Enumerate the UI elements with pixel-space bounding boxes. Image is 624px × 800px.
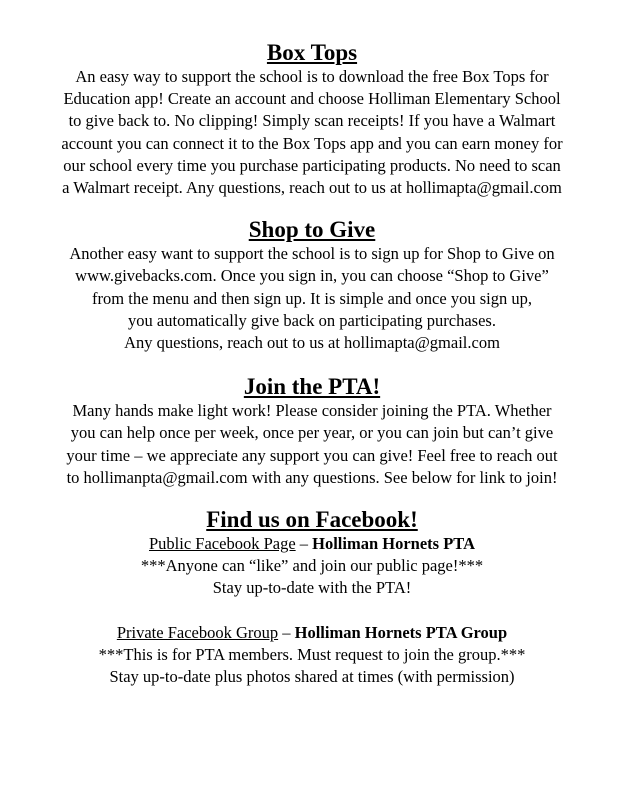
public-page-note: ***Anyone can “like” and join our public page!*** — [140, 556, 484, 576]
join-pta-section — [0, 374, 624, 489]
facebook-heading: Find us on Facebook! — [206, 507, 418, 533]
join-pta-line: you can help once per week, once per year, or you can join but can’t give — [70, 423, 554, 443]
public-facebook-page-link[interactable]: Public Facebook Page — [149, 534, 296, 554]
shop-to-give-line: you automatically give back on participating purchases. — [128, 310, 496, 330]
public-page-separator: – — [295, 534, 313, 554]
shop-to-give-line: from the menu and then sign up. It is simple and once you sign up, — [92, 288, 532, 308]
shop-to-give-section — [0, 217, 624, 354]
shop-to-give-line: Any questions, reach out to us at hollimapta@gmail.com — [124, 333, 500, 353]
private-facebook-group-line — [0, 622, 624, 644]
join-pta-line: to hollimanpta@gmail.com with any questions. See below for link to join! — [66, 467, 558, 487]
box-tops-line: An easy way to support the school is to download the free Box Tops for — [75, 67, 549, 86]
private-facebook-group-link[interactable]: Private Facebook Group — [116, 622, 279, 642]
private-group-separator: – — [278, 622, 295, 642]
shop-to-give-line: www.givebacks.com. Once you sign in, you can choose “Shop to Give” — [75, 266, 549, 286]
private-group-note: ***This is for PTA members. Must request to join the group.*** — [98, 644, 526, 664]
facebook-section — [0, 507, 624, 688]
box-tops-line: Education app! Create an account and choose Holliman Elementary School — [63, 89, 561, 109]
public-facebook-page-line — [0, 533, 624, 555]
box-tops-line: a Walmart receipt. Any questions, reach out to us at hollimapta@gmail.com — [62, 178, 562, 198]
private-group-name: Holliman Hornets PTA Group — [294, 622, 508, 642]
public-page-tagline: Stay up-to-date with the PTA! — [212, 578, 412, 598]
join-pta-line: Many hands make light work! Please consider joining the PTA. Whether — [72, 401, 552, 421]
box-tops-line: our school every time you purchase participating products. No need to scan — [63, 155, 561, 175]
shop-to-give-line: Another easy want to support the school is to sign up for Shop to Give on — [69, 244, 555, 264]
box-tops-line: account you can connect it to the Box Tops app and you can earn money for — [61, 133, 563, 153]
join-pta-line: your time – we appreciate any support you can give! Feel free to reach out — [66, 445, 558, 465]
box-tops-line: to give back to. No clipping! Simply scan receipts! If you have a Walmart — [68, 111, 556, 131]
join-pta-heading: Join the PTA! — [243, 374, 381, 400]
box-tops-heading: Box Tops — [266, 40, 358, 65]
shop-to-give-heading: Shop to Give — [248, 217, 376, 243]
private-group-tagline: Stay up-to-date plus photos shared at times (with permission) — [109, 667, 515, 687]
box-tops-section — [0, 40, 624, 199]
public-page-name: Holliman Hornets PTA — [312, 534, 475, 554]
